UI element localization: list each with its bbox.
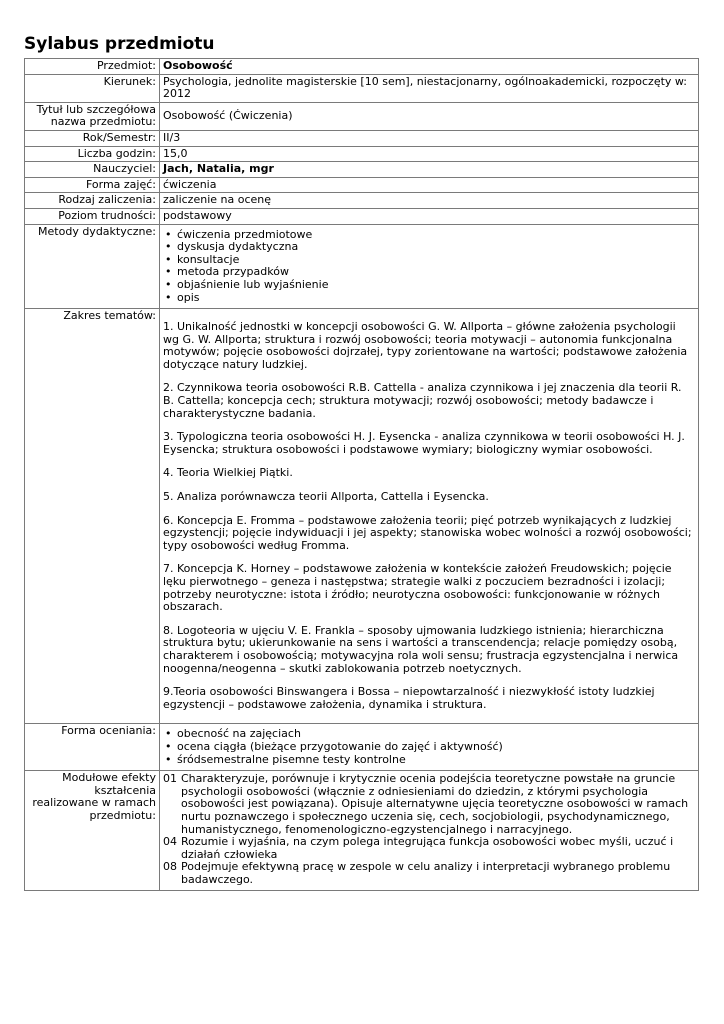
row-trudnosc bbox=[25, 208, 699, 224]
topic-item: 9.Teoria osobowości Binswangera i Bossa – niepowtarzalność i niezwykłość istoty ludzkiej egzystencji – podstawowe założenia, dynamika i struktura. bbox=[163, 685, 655, 711]
label-metody: Metody dydaktyczne: bbox=[25, 224, 160, 309]
metody-list bbox=[163, 229, 695, 305]
label-kierunek: Kierunek: bbox=[25, 74, 160, 102]
effect-text: Podejmuje efektywną pracę w zespole w celu analizy i interpretacji wybranego problemu badawczego. bbox=[181, 860, 671, 886]
value-zakres bbox=[160, 309, 699, 724]
value-trudnosc: podstawowy bbox=[160, 208, 699, 224]
list-item: • opis bbox=[163, 292, 695, 305]
list-item: • obecność na zajęciach bbox=[163, 728, 695, 741]
effect-item bbox=[163, 773, 695, 836]
topic-item: 3. Typologiczna teoria osobowości H. J. Eysencka - analiza czynnikowa w teorii osobowości H. J. Eysencka; struktura osobowości i podstawowe wymiary; biologiczny wymiar osobowości. bbox=[163, 430, 685, 456]
label-zaliczenie: Rodzaj zaliczenia: bbox=[25, 193, 160, 209]
row-tytul bbox=[25, 102, 699, 130]
syllabus-table bbox=[24, 58, 699, 891]
value-przedmiot: Osobowość bbox=[160, 59, 699, 75]
list-item: • dyskusja dydaktyczna bbox=[163, 241, 695, 254]
row-godziny bbox=[25, 146, 699, 162]
row-forma bbox=[25, 177, 699, 193]
effect-text: Charakteryzuje, porównuje i krytycznie ocenia podejścia teoretyczne powstałe na gruncie psychologii osobowości (włącznie z odniesieniami do dziedzin, z którymi psychologia osobowości jest powiązana). Opisuje alternatywne ujęcia teoretyczne osobowości w ramach nurtu poznawczego i społecznego uczenia się, cech, socjobiologii, psychodynamicznego, humanistycznego, fenomenologiczno-egzystencjalnego i narracyjnego. bbox=[181, 772, 689, 836]
row-przedmiot bbox=[25, 59, 699, 75]
list-item: • metoda przypadków bbox=[163, 266, 695, 279]
row-ocenianie bbox=[25, 724, 699, 771]
value-metody bbox=[160, 224, 699, 309]
effect-code: 08 bbox=[163, 860, 177, 874]
label-godziny: Liczba godzin: bbox=[25, 146, 160, 162]
value-godziny: 15,0 bbox=[160, 146, 699, 162]
label-efekty: Modułowe efekty kształcenia realizowane w ramach przedmiotu: bbox=[25, 771, 160, 891]
topic-item: 1. Unikalność jednostki w koncepcji osobowości G. W. Allporta – główne założenia psychologii wg G. W. Allporta; struktura i rozwój osobowości; teoria motywacji – autonomia funkcjonalna motywów; pojęcie osobowości dojrzałej, typy zorientowane na wartości; podstawowe założenia dotyczące natury ludzkiej. bbox=[163, 320, 688, 371]
page-title: Sylabus przedmiotu bbox=[24, 34, 215, 54]
topic-item: 6. Koncepcja E. Fromma – podstawowe założenia teorii; pięć potrzeb wynikających z ludzkiej egzystencji; pojęcie indywiduacji i jej aspekty; stanowiska wobec wolności a rozwój osobowości; typy osobowości według Fromma. bbox=[163, 513, 692, 552]
value-zaliczenie: zaliczenie na ocenę bbox=[160, 193, 699, 209]
label-tytul: Tytuł lub szczegółowa nazwa przedmiotu: bbox=[25, 102, 160, 130]
list-item: • ocena ciągła (bieżące przygotowanie do zajęć i aktywność) bbox=[163, 741, 695, 754]
list-item: • śródsemestralne pisemne testy kontrolne bbox=[163, 754, 695, 767]
topic-item: 7. Koncepcja K. Horney – podstawowe założenia w kontekście założeń Freudowskich; pojęcie lęku pierwotnego – geneza i następstwa; strategie walki z poczuciem bezradności i izolacji; potrzeby neurotyczne: istota i źródło; neurotyczna osobowości: funkcjonowanie w różnych obszarach. bbox=[163, 562, 672, 614]
label-rok: Rok/Semestr: bbox=[25, 130, 160, 146]
effect-item bbox=[163, 836, 695, 861]
value-ocenianie bbox=[160, 724, 699, 771]
list-item: • objaśnienie lub wyjaśnienie bbox=[163, 279, 695, 292]
label-nauczyciel: Nauczyciel: bbox=[25, 162, 160, 178]
value-forma: ćwiczenia bbox=[160, 177, 699, 193]
value-rok: II/3 bbox=[160, 130, 699, 146]
label-forma: Forma zajęć: bbox=[25, 177, 160, 193]
ocenianie-list bbox=[163, 728, 695, 766]
row-metody bbox=[25, 224, 699, 309]
topic-item: 4. Teoria Wielkiej Piątki. bbox=[163, 466, 293, 480]
label-przedmiot: Przedmiot: bbox=[25, 59, 160, 75]
row-efekty bbox=[25, 771, 699, 891]
row-rok bbox=[25, 130, 699, 146]
effect-item bbox=[163, 861, 695, 886]
value-tytul: Osobowość (Ćwiczenia) bbox=[160, 102, 699, 130]
label-trudnosc: Poziom trudności: bbox=[25, 208, 160, 224]
label-ocenianie: Forma oceniania: bbox=[25, 724, 160, 771]
row-kierunek bbox=[25, 74, 699, 102]
effect-text: Rozumie i wyjaśnia, na czym polega integrująca funkcja osobowości wobec myśli, uczuć i działań człowieka bbox=[181, 835, 674, 861]
topic-item: 2. Czynnikowa teoria osobowości R.B. Cattella - analiza czynnikowa i jej znaczenia dla teorii R. B. Cattella; koncepcja cech; struktura motywacji; rozwój osobowości; metody badawcze i charakterystyczne badania. bbox=[163, 381, 682, 420]
topic-item: 5. Analiza porównawcza teorii Allporta, Cattella i Eysencka. bbox=[163, 490, 489, 504]
list-item: • ćwiczenia przedmiotowe bbox=[163, 229, 695, 242]
value-efekty bbox=[160, 771, 699, 891]
list-item: • konsultacje bbox=[163, 254, 695, 267]
value-nauczyciel: Jach, Natalia, mgr bbox=[160, 162, 699, 178]
effect-code: 04 bbox=[163, 835, 177, 849]
topic-item: 8. Logoteoria w ujęciu V. E. Frankla – sposoby ujmowania ludzkiego istnienia; hierarchiczna struktura bytu; ukierunkowanie na sens i wartości a transcendencja; relacje pomiędzy osobą, charakterem i osobowością; motywacyjna rola woli sensu; frustracja egzystencjalna i nerwica noogenna/neogenna – skutki zablokowania potrzeb noetycznych. bbox=[163, 623, 679, 675]
row-nauczyciel bbox=[25, 162, 699, 178]
row-zakres bbox=[25, 309, 699, 724]
row-zaliczenie bbox=[25, 193, 699, 209]
effect-code: 01 bbox=[163, 772, 177, 786]
label-zakres: Zakres tematów: bbox=[25, 309, 160, 724]
value-kierunek: Psychologia, jednolite magisterskie [10 sem], niestacjonarny, ogólnoakademicki, rozpoczęty w: 2012 bbox=[160, 74, 699, 102]
